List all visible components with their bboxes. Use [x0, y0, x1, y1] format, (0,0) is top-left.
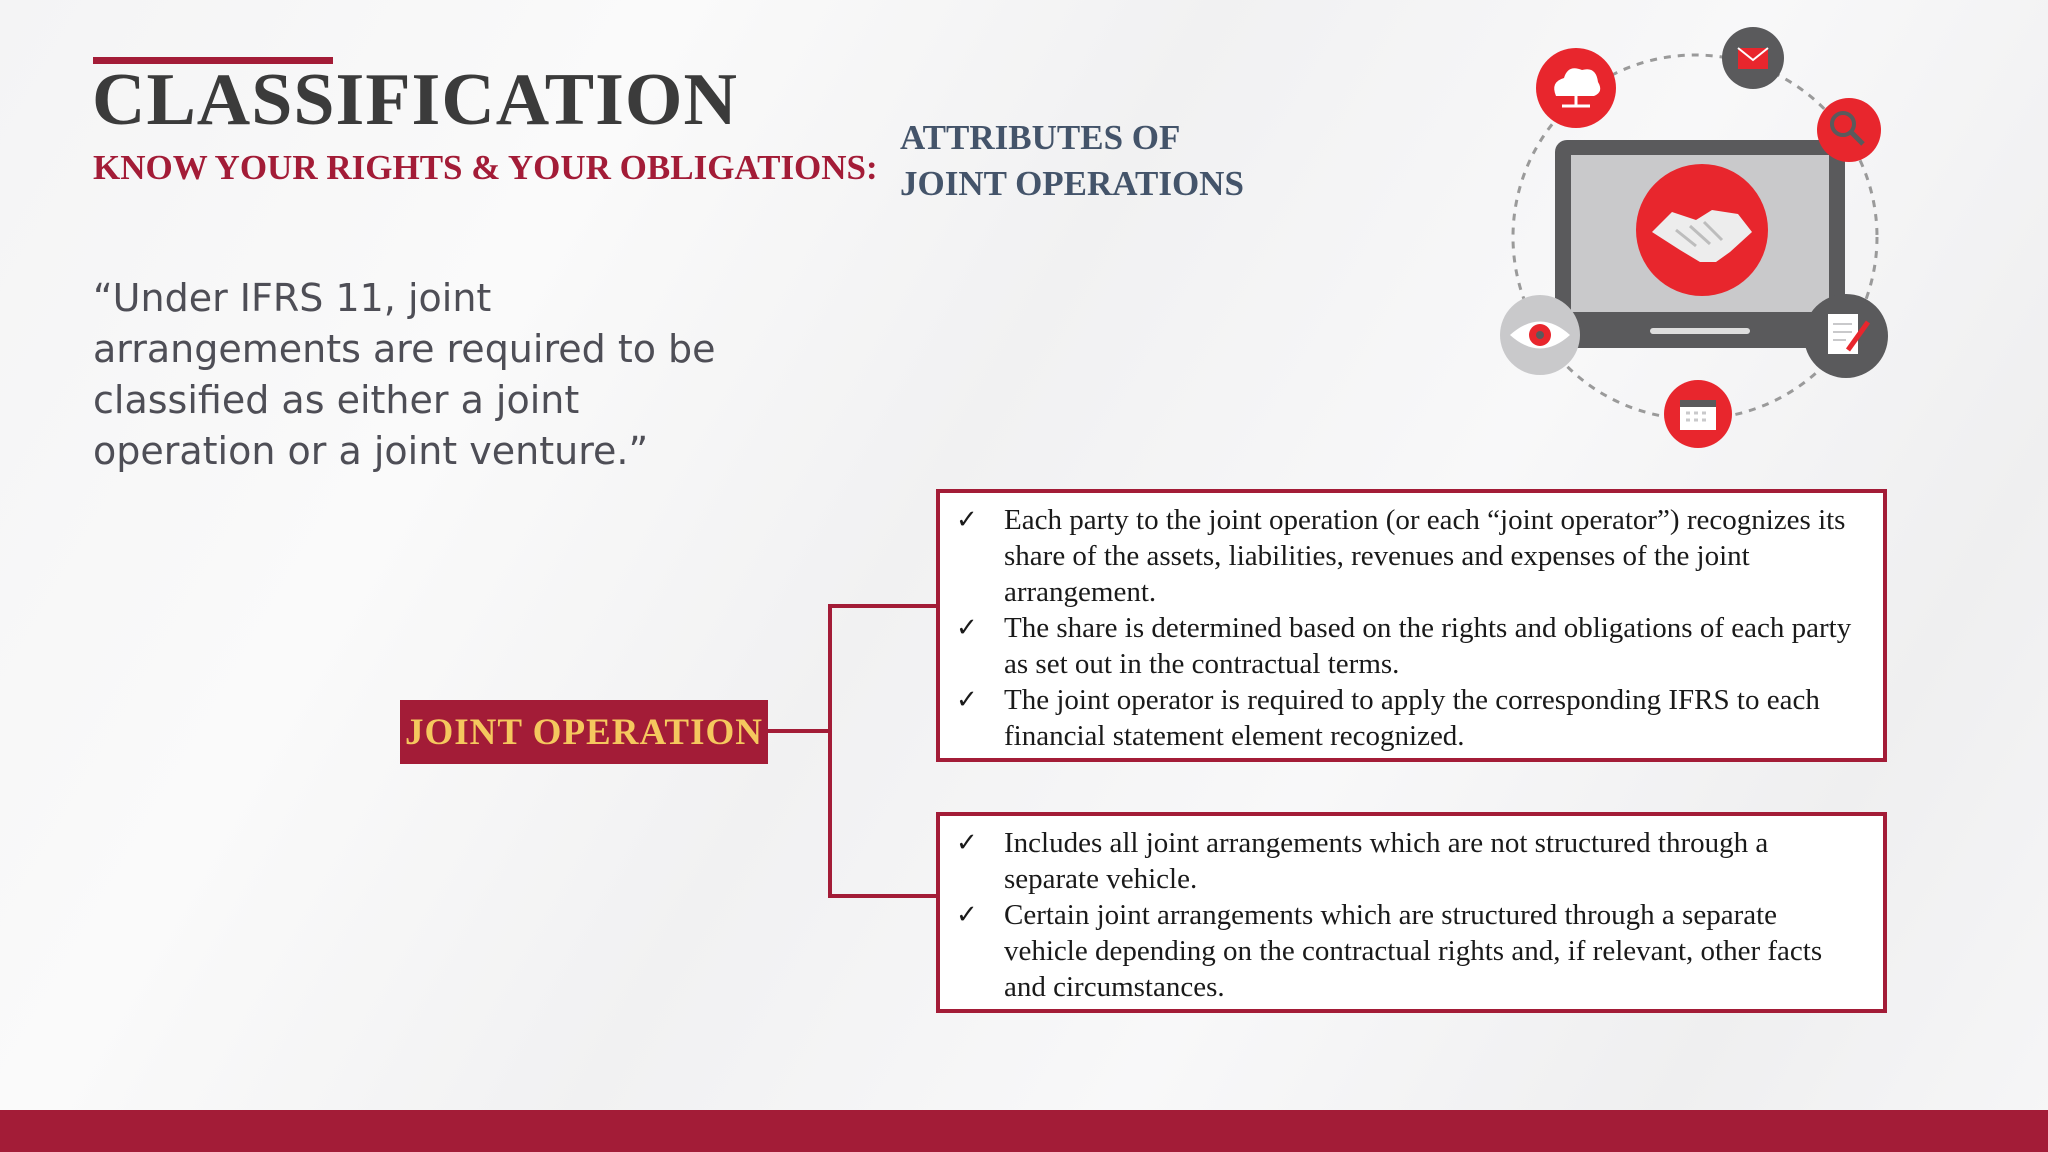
footer-bar: [0, 1110, 2048, 1152]
scope-card: [936, 812, 1887, 1013]
check-icon: ✓: [956, 828, 978, 858]
connector-branch-top: [828, 604, 938, 608]
calendar-icon: [1664, 380, 1732, 448]
connector-stub: [768, 729, 832, 733]
scope-text: Includes all joint arrangements which are not structured through a separate vehicle.: [1004, 827, 1769, 895]
scope-item: [956, 825, 1863, 897]
ifrs-quote: [93, 273, 733, 477]
attribute-text: Each party to the joint operation (or each “joint operator”) recognizes its share of the assets, liabilities, revenues and expenses of the joint arrangement.: [1004, 504, 1846, 608]
quote-line: “Under IFRS 11, joint: [93, 276, 492, 320]
eye-icon: [1500, 295, 1580, 375]
quote-line: operation or a joint venture.”: [93, 429, 649, 473]
search-icon: [1817, 98, 1881, 162]
quote-line: classified as either a joint: [93, 378, 580, 422]
attribute-item: [956, 502, 1863, 610]
connectivity-illustration: [1490, 20, 1910, 460]
section-heading-line1: ATTRIBUTES OF: [900, 118, 1181, 157]
check-icon: ✓: [956, 613, 978, 643]
document-edit-icon: [1804, 294, 1888, 378]
attribute-text: The share is determined based on the rights and obligations of each party as set out in the contractual terms.: [1004, 612, 1852, 680]
check-icon: ✓: [956, 900, 978, 930]
joint-operation-label: JOINT OPERATION: [405, 711, 763, 753]
check-icon: ✓: [956, 505, 978, 535]
cloud-icon: [1536, 48, 1616, 128]
attribute-item: [956, 682, 1863, 754]
attribute-item: [956, 610, 1863, 682]
connector-trunk: [828, 604, 832, 898]
connector-branch-bottom: [828, 894, 938, 898]
page-subtitle: KNOW YOUR RIGHTS & YOUR OBLIGATIONS:: [93, 148, 878, 187]
section-heading: [900, 115, 1244, 207]
page-title: CLASSIFICATION: [92, 59, 738, 141]
scope-item: [956, 897, 1863, 1005]
scope-text: Certain joint arrangements which are structured through a separate vehicle depending on the contractual rights and, if relevant, other facts and circumstances.: [1004, 899, 1823, 1003]
quote-line: arrangements are required to be: [93, 327, 716, 371]
handshake-icon: [1636, 164, 1768, 296]
joint-operation-label-box: [400, 700, 768, 764]
attributes-card: [936, 489, 1887, 762]
check-icon: ✓: [956, 685, 978, 715]
section-heading-line2: JOINT OPERATIONS: [900, 164, 1244, 203]
attribute-text: The joint operator is required to apply the corresponding IFRS to each financial statement element recognized.: [1004, 684, 1820, 752]
mail-icon: [1722, 27, 1784, 89]
